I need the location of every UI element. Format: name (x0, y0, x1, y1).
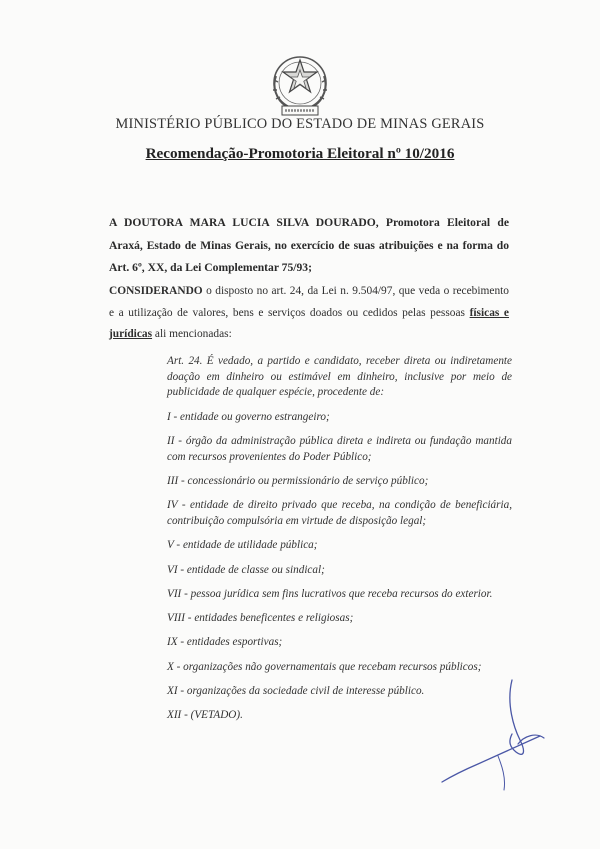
considering-underlined: físicas e jurídicas (109, 306, 509, 340)
ministry-heading: MINISTÉRIO PÚBLICO DO ESTADO DE MINAS GERAIS (115, 116, 485, 132)
handwritten-signature (440, 674, 550, 794)
article-item: VIII - entidades beneficentes e religiosas; (167, 612, 354, 625)
article-item: X - organizações não governamentais que recebam recursos públicos; (167, 660, 482, 673)
article-item: XI - organizações da sociedade civil de interesse público. (167, 685, 425, 698)
article-item: III - concessionário ou permissionário de serviço público; (167, 475, 429, 487)
article-item: IV - entidade de direito privado que receba, na condição de beneficiária, contribuição compulsória em virtude de disposição legal; (167, 499, 512, 527)
considering-keyword: CONSIDERANDO (109, 285, 203, 297)
considering-text-after: ali mencionadas: (152, 328, 232, 340)
document-title: Recomendação-Promotoria Eleitoral nº 10/2016 (145, 145, 455, 162)
intro-paragraph: A DOUTORA MARA LUCIA SILVA DOURADO, Promotora Eleitoral de Araxá, Estado de Minas Gerais, no exercício de suas atribuições e na forma do Art. 6º, XX, da Lei Complementar 75/93; (109, 216, 509, 274)
article-lead: Art. 24. É vedado, a partido e candidato, receber direta ou indiretamente doação em dinheiro ou estimável em dinheiro, inclusive por meio de publicidade de qualquer espécie, procedente de: (167, 355, 512, 399)
article-item: XII - (VETADO). (167, 709, 243, 722)
article-item: V - entidade de utilidade pública; (167, 539, 318, 552)
article-item: I - entidade ou governo estrangeiro; (167, 410, 330, 423)
considering-paragraph (109, 281, 509, 346)
article-item: VII - pessoa jurídica sem fins lucrativos que receba recursos do exterior. (167, 587, 493, 600)
coat-of-arms-emblem (262, 50, 338, 122)
considering-text-before: o disposto no art. 24, da Lei n. 9.504/97, que veda o recebimento e a utilização de valores, bens e serviços doados ou cedidos pelas pessoas (109, 285, 509, 319)
article-item: IX - entidades esportivas; (167, 636, 283, 649)
article-item: VI - entidade de classe ou sindical; (167, 563, 325, 576)
article-item: II - órgão da administração pública direta e indireta ou fundação mantida com recursos provenientes do Poder Público; (167, 435, 512, 463)
